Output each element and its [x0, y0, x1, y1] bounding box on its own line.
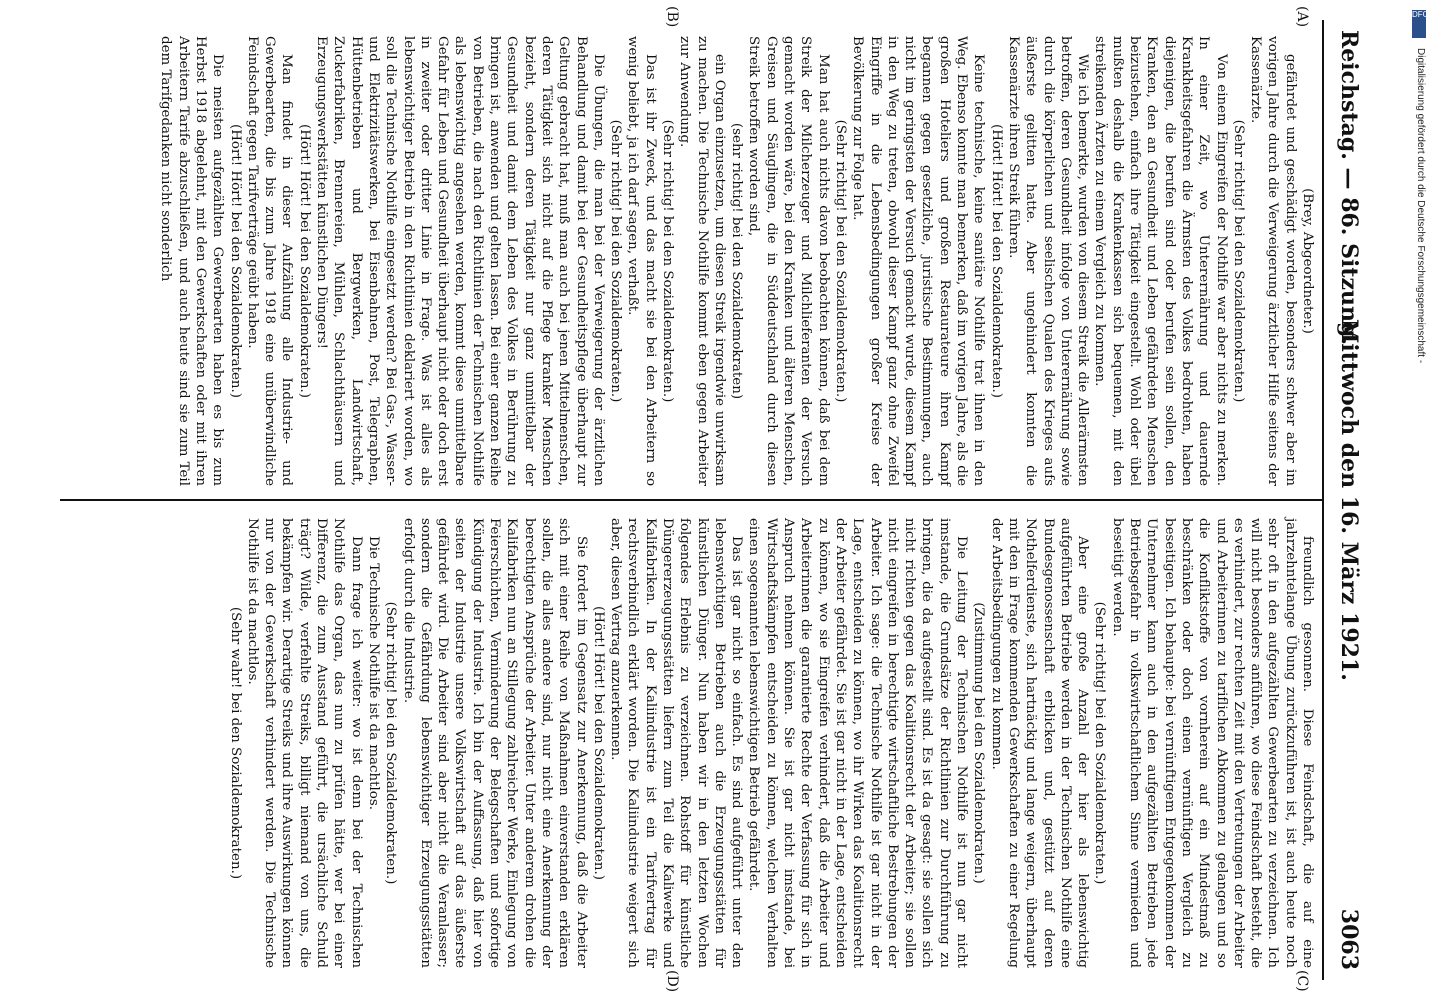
left-column-paragraph: Man findet in dieser Aufzählung alle Industrie- und Gewerbearten, die bis zum Jahre 1918 eine unüberwindliche Feindschaft gegen Tarifverträge geübt haben.: [244, 36, 295, 486]
page-header: [1328, 30, 1362, 970]
left-column-paragraph: Keine technische, keine sanitäre Nothilfe trat ihnen in den Weg. Ebenso konnte man bemerken, daß im vorigen Jahre, als die großen Hoteliers und großen Restaurateure ihren Kampf begannen gegen gesetzliche, juristische Bestimmungen, auch nicht im geringsten der Versuch gemacht wurde, diesem Kampf in den Weg zu treten, obwohl dieser Kampf ganz ohne Zweifel Eingriffe in die Lebensbedingungen großer Kreise der Bevölkerung zur Folge hat.: [850, 36, 987, 486]
right-column-paragraph: Dann frage ich weiter: wo ist denn bei der Technischen Nothilfe das Organ, das nun zu prüfen hätte, wer bei einer Differenz, die zum Ausstand geführt, die ursächliche Schuld trägt? Wilde, verfehlte Streiks, billigt niemand von uns, die bekämpfen wir. Derartige Streiks und ihre Auswirkungen können nur von der Gewerkschaft verhindert werden. Die Technische Nothilfe ist da machtlos.: [244, 518, 364, 968]
left-column-paragraph: Man hat auch nichts davon beobachten können, daß bei dem Streik der Milcherzeuger und Milchlieferanten der Versuch gemacht worden wäre, bei den Kranken und älteren Menschen, Greisen und Säuglingen, die in Süddeutschland durch diesen Streik betroffen worden sind,: [746, 36, 831, 486]
right-column-paragraph: Das ist gar nicht so einfach. Es sind aufgeführt unter den lebenswichtigen Betrieben auch die Erzeugungsstätten für künstlichen Dünger. Nun haben wir in den letzten Wochen folgendes Erlebnis zu verzeichnen. Rohstoff für künstliche Düngererzeugungsstätten liefern zum Teil die Kaliwerke und Kalifabriken. In der Kaliindustrie ist ein Tarifvertrag für rechtsverbindlich erklärt worden. Die Kaliindustrie weigert sich aber, diesen Vertrag anzuerkennen.: [608, 518, 745, 968]
header-rule: [1322, 20, 1324, 980]
right-column-paragraph: (Sehr wahr! bei den Sozialdemokraten.): [227, 606, 243, 880]
header-date: Mittwoch den 16. März 1921.: [1336, 319, 1362, 681]
right-column-paragraph: (Sehr richtig! bei den Sozialdemokraten.): [383, 601, 399, 885]
right-column-paragraph: Die Technische Nothilfe ist da machtlos.: [365, 536, 381, 810]
margin-marker-b: (B): [664, 6, 680, 28]
right-column-paragraph: (Hört! Hört! bei den Sozialdemokraten.): [590, 606, 606, 880]
digitization-note-text: Digitalisierung gefördert durch die Deutsche Forschungsgemeinschaft -: [1415, 48, 1426, 364]
digitization-note: [1412, 8, 1428, 992]
header-page-number: 3063: [1336, 908, 1362, 970]
margin-marker-d: (D): [664, 970, 680, 993]
margin-marker-a: (A): [1294, 6, 1310, 28]
right-column-paragraph: Aber eine große Anzahl der hier als lebenswichtig aufgeführten Betriebe werden in der Technischen Nothilfe eine Bundesgenossenschaft erblicken und, gestützt auf deren Nothelferdienste, sich hartnäckig und lange weigern, überhaupt mit den in Frage kommenden Gewerkschaften zu einer Regelung der Arbeitsbedingungen zu kommen.: [988, 518, 1091, 968]
left-column-paragraph: Wie ich bemerkte, wurden von diesem Streik die Allerärmsten betroffen, deren Gesundheit infolge von Unterernährung sowie durch die körperlichen und seelischen Qualen des Krieges aufs äußerste gelitten hatte. Aber ungehindert konnten die Kassenärzte ihren Streik führen.: [1005, 36, 1091, 486]
right-column-paragraph: (Sehr richtig! bei den Sozialdemokraten.): [1092, 601, 1108, 885]
left-column-paragraph: gefährdet und geschädigt worden, besonders schwer aber im vorigen Jahre durch die Verweigerung ärztlicher Hilfe seitens der Kassenärzte.: [1248, 36, 1298, 486]
left-column-paragraph: (Sehr richtig! bei den Sozialdemokraten.): [832, 119, 848, 403]
right-column-paragraph: freundlich gesonnen. Diese Feindschaft, die auf eine jahrzehntelange Übung zurückzuführen ist, ist auch heute noch sehr oft in den aufgezählten Gewerbearten zu verzeichnen. Ich will nicht besonders anführen, wo diese Feindschaft besteht, die es verhindert, zur rechten Zeit mit den Vertretungen der Arbeiter und Arbeiterinnen zu tariflichen Abkommen zu gelangen und so die Konfliktstoffe von vornherein auf ein Mindestmaß zu beschränken oder doch einen vernünftigen Vergleich zu beseitigen. Ich behaupte: bei vernünftigem Entgegenkommen der Unternehmer kann auch in den aufgezählten Betrieben jede Betriebsgefahr in volkswirtschaftlichem Sinne vermieden und beseitigt werden.: [1109, 518, 1315, 968]
header-session: Reichstag. — 86. Sitzung.: [1336, 30, 1362, 346]
margin-marker-c: (C): [1294, 970, 1310, 992]
left-column-paragraph: Die Übungen, die man bei der Verweigerung der ärztlichen Behandlung und damit bei der Gesundheitspflege überhaupt zur Geltung gebracht hat, muß man auch bei jenen Mittelmenschen, deren Tätigkeit sich nicht auf die Pflege kranker Menschen bezieht, sondern deren Tätigkeit nur ganz unmittelbar der Gesundheit und damit dem Leben des Volkes in Berührung zu bringen ist, anwenden und gelten lassen. Bei einer ganzen Reihe von Betrieben, die nach den Richtlinien der Technischen Nothilfe als lebenswichtig angesehen werden, kommt diese unmittelbare Gefahr für Leben und Gesundheit überhaupt nicht oder doch erst in zweiter oder dritter Linie in Frage. Was ist alles als lebenswichtiger Betrieb in den Richtlinien deklariert worden, wo soll die Technische Nothilfe eingesetzt werden? Bei Gas-, Wasser- und Elektrizitätswerken, bei Eisenbahnen, Post, Telegraphen, Hüttenbetrieben und Bergwerken, Landwirtschaft, Zuckerfabriken, Brennereien, Mühlen, Schlachthäusern und Erzeugungswerkstätten künstlichen Düngers!: [314, 36, 606, 486]
text-column-left: [157, 36, 1316, 486]
left-column-paragraph: Von einem Eingreifen der Nothilfe war aber nichts zu merken. In einer Zeit, wo Unterernährung und dauernde Krankheitsgefahren die Ärmsten des Volkes bedrohten, haben diejenigen, die berufen sind oder berufen sein sollen, den Kranken, den an Gesundheit und Leben gefährdeten Menschen beizustehen, einfach ihre Tätigkeit eingestellt. Wohl oder übel mußten deshalb die Krankenkassen sich bequemen, mit den streikenden Ärzten zu einem Vergleich zu kommen.: [1092, 36, 1229, 486]
left-column-paragraph: (Hört! Hört! bei den Sozialdemokraten.): [227, 124, 243, 398]
left-column-paragraph: Die meisten aufgezählten Gewerbearten haben es bis zum Herbst 1918 abgelehnt, mit den Gewerkschaften oder mit ihren Arbeitern Tarife abzuschließen, und auch heute sind sie zum Teil dem Tarifgedanken nicht sonderlich: [158, 36, 226, 486]
left-column-paragraph: (Hört! Hört! bei den Sozialdemokraten.): [296, 124, 312, 398]
left-column-paragraph: ein Organ einzusetzen, um diesen Streik irgendwie unwirksam zu machen. Die Technische Nothilfe kommt eben gegen Arbeiter zur Anwendung.: [677, 36, 727, 486]
dfg-logo: DFG: [1412, 10, 1426, 38]
newspaper-page: [40, 0, 1380, 1000]
left-column-paragraph: (sehr richtig! bei den Sozialdemokraten): [729, 122, 745, 400]
column-divider: [60, 499, 1322, 501]
text-column-right: [226, 518, 1316, 968]
right-column-paragraph: Sie fordert im Gegensatz zur Anerkennung, daß die Arbeiter sich mit einer Reihe von Maßnahmen einverstanden erklären sollen, die alles andere sind, nur nicht eine Anerkennung der berechtigten Ansprüche der Arbeiter. Unter anderem drohen die Kalifabriken nun an Stillegung zahlreicher Werke, Einlegung von Feierschichten, Verminderung der Belegschaften und sofortige Kündigung der Industrie. Ich bin der Auffassung, daß hier von seiten der Industrie unsere Volkswirtschaft auf das äußerste gefährdet wird. Die Arbeiter sind aber nicht die Veranlasser; sondern die Gefährdung lebenswichtiger Erzeugungsstätten erfolgt durch die Industrie.: [400, 518, 589, 968]
left-column-paragraph: (Hört! Hört! bei den Sozialdemokraten.): [988, 124, 1004, 398]
left-column-paragraph: (Brey, Abgeordneter.): [1300, 188, 1315, 334]
right-column-paragraph: (Zustimmung bei den Sozialdemokraten.): [971, 602, 987, 884]
left-column-paragraph: (Sehr richtig! bei den Sozialdemokraten.): [608, 119, 624, 403]
right-column-paragraph: Die Leitung der Technischen Nothilfe ist nun gar nicht imstande, die Grundsätze der Richtlinien zur Durchführung zu bringen, die da aufgestellt sind. Es ist da gesagt: sie sollen sich nicht richten gegen das Koalitionsrecht der Arbeiter; sie sollen nicht eingreifen in berechtigte wirtschaftliche Bestrebungen der Arbeiter. Ich sage: die Technische Nothilfe ist gar nicht in der Lage, entscheiden zu können, wo ihr Wirken das Koalitionsrecht der Arbeiter gefährdet. Sie ist gar nicht in der Lage, entscheiden zu können, wo sie Eingreifen verhindert, daß die Arbeiter und Arbeiterinnen die garantierte Rechte der Verfassung für sich in Anspruch nehmen können. Sie ist gar nicht imstande, bei Wirtschaftskämpfen entscheiden zu können, welchen Verhalten einen sogenannten lebenswichtigen Betrieb gefährdet.: [746, 518, 970, 968]
left-column-paragraph: (Sehr richtig! bei den Sozialdemokraten.): [660, 119, 676, 403]
left-column-paragraph: Das ist ihr Zweck, und das macht sie bei den Arbeitern so wenig beliebt, ja ich darf sagen, verhaßt.: [625, 36, 658, 486]
left-column-paragraph: (Sehr richtig! bei den Sozialdemokraten.): [1230, 119, 1246, 403]
